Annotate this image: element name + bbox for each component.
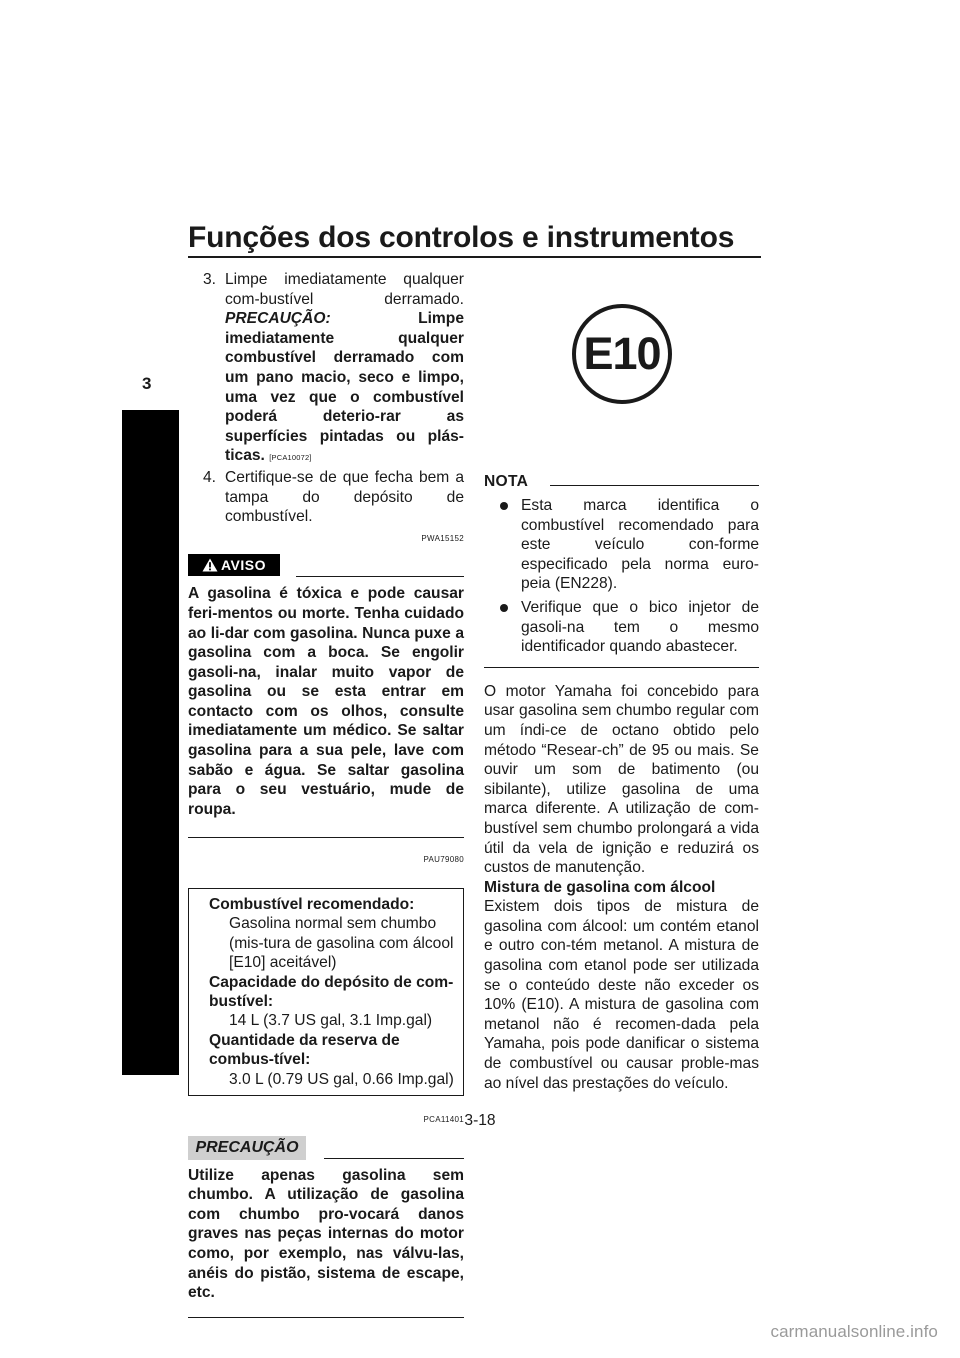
list-number: 3.	[203, 271, 217, 288]
spec-value: Gasolina normal sem chumbo (mis-tura de gasolina com álcool [E10] aceitável)	[229, 915, 454, 972]
nota-label: NOTA	[484, 473, 529, 490]
warning-triangle-icon	[202, 558, 218, 572]
spec-label: Quantidade da reserva de combus-tível:	[209, 1031, 400, 1069]
section-heading: Mistura de gasolina com álcool	[484, 878, 716, 896]
nota-bullet	[484, 598, 759, 657]
list-item-3	[188, 270, 464, 468]
list-number: 4.	[203, 468, 217, 486]
aviso-label: AVISO	[220, 556, 267, 573]
aviso-end-rule	[188, 837, 464, 838]
watermark: carmanualsonline.info	[770, 1322, 938, 1341]
caution-inline-text: Limpe imediatamente qualquer combustível derramado com um pano macio, seco e limpo, uma vez que o combustível poderá deterio-rar as superfícies pintadas ou plás-ticas.	[225, 310, 464, 465]
header-rule	[188, 256, 761, 258]
reference-code: PCA11401	[423, 1115, 464, 1125]
precaucao-end-rule	[188, 1317, 464, 1318]
nota-bullet	[484, 496, 759, 594]
bullet-text: Verifique que o bico injetor de gasoli-na tem o mesmo identificador quando abastecer.	[521, 598, 759, 656]
list-item-4	[188, 468, 464, 527]
chapter-tab	[122, 410, 179, 1075]
reference-code: PAU79080	[423, 855, 464, 865]
precaucao-rule	[324, 1158, 464, 1159]
page-number: 3-18	[464, 1112, 496, 1129]
spec-label: Combustível recomendado:	[209, 896, 415, 914]
item-text: Limpe imediatamente qualquer com-bustível derramado.	[225, 271, 464, 308]
precaucao-header	[188, 1130, 464, 1160]
fuel-spec-box	[188, 888, 464, 1096]
aviso-text: A gasolina é tóxica e pode causar feri-mentos ou morte. Tenha cuidado ao li-dar com gasolina. Nunca puxe a gasolina com a boca. Se engolir gasoli-na, inalar muito vapor de gasolina ou se esta entrar em contacto com os olhos, consulte imediatamente um médico. Se saltar gasolina para a sua pele, lave com sabão e água. Se saltar gasolina para o seu vestuário, mude de roupa.	[188, 585, 464, 818]
bullet-text: Esta marca identifica o combustível recomendado para este veículo con-forme especificado pela norma euro-peia (EN228).	[521, 497, 759, 593]
nota-header	[484, 472, 759, 492]
right-column	[484, 472, 759, 1093]
chapter-number: 3	[142, 374, 152, 393]
aviso-rule	[296, 576, 464, 577]
spec-label: Capacidade do depósito de com-bustível:	[209, 973, 454, 1011]
reference-code: PWA15152	[421, 533, 464, 543]
octane-paragraph: O motor Yamaha foi concebido para usar gasolina sem chumbo regular com um índi-ce de octano obtido pelo método “Resear-ch” de 95 ou mais. Se ouvir um som de batimento (ou sibilante), utilize gasolina de uma marca diferente. A utilização de com-bustível sem chumbo prolongará a vida útil da vela de ignição e reduzirá os custos de manutenção.	[484, 682, 759, 877]
aviso-header	[188, 548, 464, 578]
reference-code: [PCA10072]	[269, 453, 312, 463]
spec-value: 3.0 L (0.79 US gal, 0.66 Imp.gal)	[229, 1070, 454, 1088]
alcohol-paragraph: Existem dois tipos de mistura de gasolina com álcool: um contém etanol e outro con-tém metanol. A mistura de gasolina com etanol pode ser utilizada se o conteúdo deste não exceder os 10% (E10). A mistura de gasolina com metanol não é recomen-dada pela Yamaha, pois pode danificar o sistema de combustível ou causar proble-mas ao nível das prestações do veículo.	[484, 898, 759, 1092]
nota-rule	[550, 485, 759, 486]
aviso-badge	[188, 554, 280, 576]
page-title: Funções dos controlos e instrumentos	[188, 221, 735, 254]
item-text: Certifique-se de que fecha bem a tampa do depósito de combustível.	[225, 468, 464, 526]
precaucao-text: Utilize apenas gasolina sem chumbo. A utilização de gasolina com chumbo pro-vocará danos graves nas peças internas do motor como, por exemplo, nas válvu-las, anéis do pistão, sistema de escape, etc.	[188, 1166, 464, 1302]
nota-end-rule	[484, 667, 759, 668]
e10-fuel-label: E10	[572, 304, 672, 404]
spec-value: 14 L (3.7 US gal, 3.1 Imp.gal)	[229, 1012, 433, 1030]
caution-inline-label: PRECAUÇÃO:	[225, 310, 331, 328]
precaucao-badge: PRECAUÇÃO	[188, 1136, 306, 1160]
bullet-icon	[500, 502, 508, 510]
bullet-icon	[500, 604, 508, 612]
left-column	[188, 270, 464, 1318]
